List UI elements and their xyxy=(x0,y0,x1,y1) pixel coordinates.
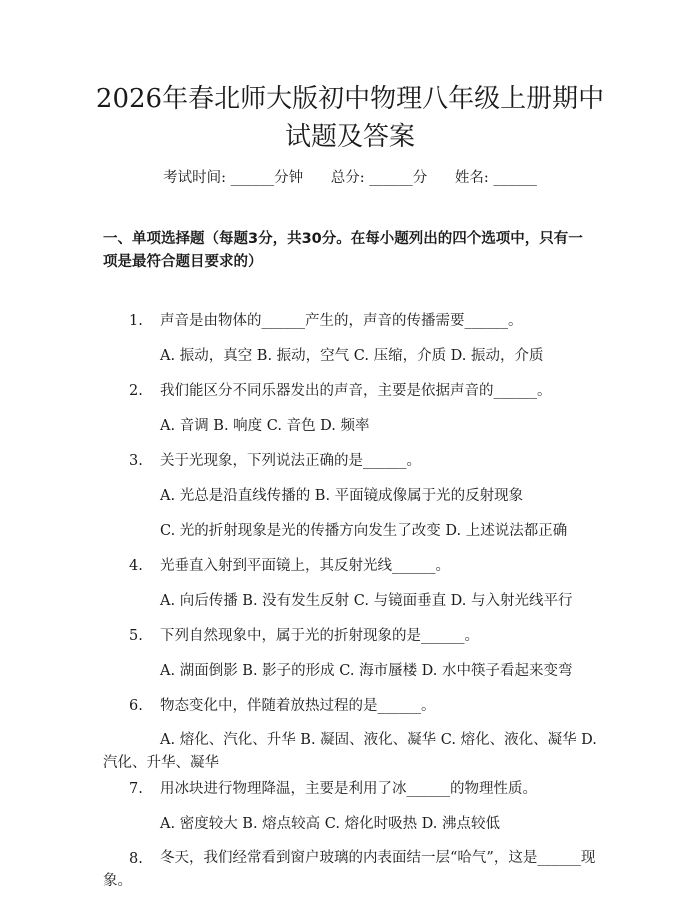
question-8-text: 冬天，我们经常看到窗户玻璃的内表面结一层“哈气”，这是______现象。 xyxy=(103,850,596,889)
question-number: 2. xyxy=(129,383,143,399)
question-number: 8. xyxy=(129,851,143,867)
question-number: 4. xyxy=(129,558,143,574)
exam-meta-info: 考试时间: ______分钟 总分: ______分 姓名: ______ xyxy=(163,170,537,186)
exam-title-line1: 2026年春北师大版初中物理八年级上册期中 xyxy=(95,84,605,114)
question-number: 5. xyxy=(129,628,143,644)
question-number: 1. xyxy=(129,313,143,329)
question-1-options: A. 振动，真空 B. 振动，空气 C. 压缩，介质 D. 振动，介质 xyxy=(160,348,544,364)
question-text: 关于光现象，下列说法正确的是______。 xyxy=(160,453,421,469)
section-heading: 一、单项选择题（每题3分，共30分。在每小题列出的四个选项中，只有一项是最符合题目要求的） xyxy=(103,231,583,270)
question-text: 声音是由物体的______产生的，声音的传播需要______。 xyxy=(160,313,523,329)
question-4-options: A. 向后传播 B. 没有发生反射 C. 与镜面垂直 D. 与入射光线平行 xyxy=(160,593,573,609)
question-number: 7. xyxy=(129,781,143,797)
question-number: 3. xyxy=(129,453,143,469)
question-text: 用冰块进行物理降温，主要是利用了冰______的物理性质。 xyxy=(160,781,537,797)
question-2-options: A. 音调 B. 响度 C. 音色 D. 频率 xyxy=(160,418,370,434)
exam-title-line2: 试题及答案 xyxy=(284,122,415,152)
question-text: 物态变化中，伴随着放热过程的是______。 xyxy=(160,698,436,714)
question-6-options: A. 熔化、汽化、升华 B. 凝固、液化、凝华 C. 熔化、液化、凝华 D. 汽化、升华、凝华 xyxy=(103,732,597,771)
question-text: 我们能区分不同乐器发出的声音，主要是依据声音的______。 xyxy=(160,383,552,399)
question-7-options: A. 密度较大 B. 熔点较高 C. 熔化时吸热 D. 沸点较低 xyxy=(160,816,501,832)
question-text: 下列自然现象中，属于光的折射现象的是______。 xyxy=(160,628,479,644)
question-3-options-line1: A. 光总是沿直线传播的 B. 平面镜成像属于光的反射现象 xyxy=(160,488,524,504)
question-5-options: A. 湖面倒影 B. 影子的形成 C. 海市蜃楼 D. 水中筷子看起来变弯 xyxy=(160,663,573,679)
question-number: 6. xyxy=(129,698,143,714)
question-3-options-line2: C. 光的折射现象是光的传播方向发生了改变 D. 上述说法都正确 xyxy=(160,523,568,539)
question-text: 光垂直入射到平面镜上，其反射光线______。 xyxy=(160,558,450,574)
